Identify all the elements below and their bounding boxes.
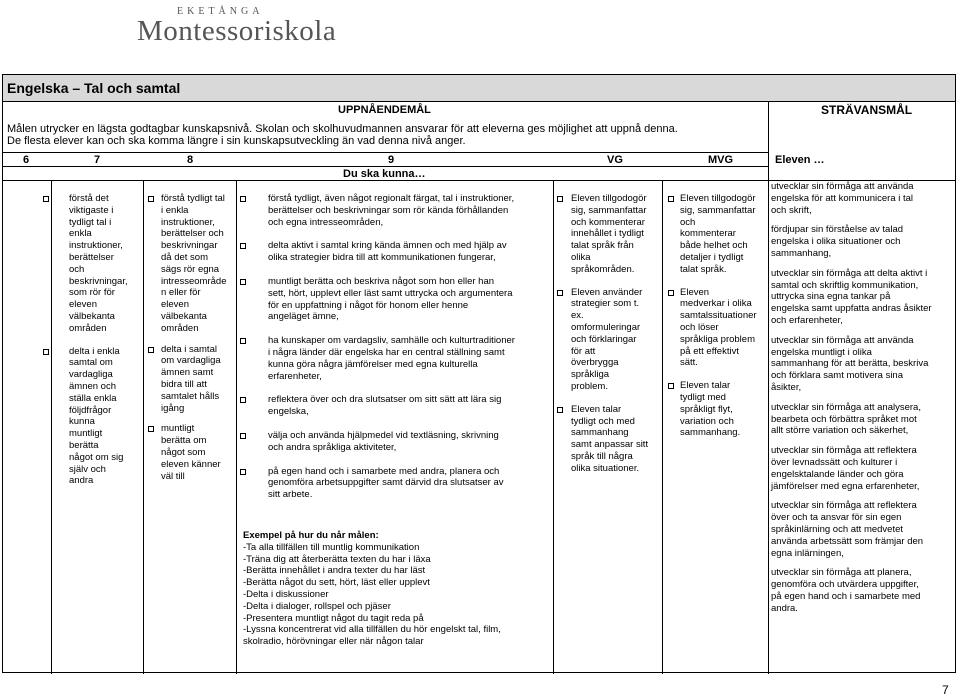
checkbox-icon (557, 196, 563, 202)
checkbox-icon (668, 290, 674, 296)
example-line: -Berätta något du sett, hört, läst eller upplevt (243, 577, 430, 589)
stravans-line: utvecklar sin förmåga att delta aktivt i (771, 267, 928, 279)
stravans-line: uttrycka sina egna tankar på (771, 291, 891, 303)
criterion-line: ex. (571, 310, 584, 322)
criterion-line: något om sig (69, 451, 124, 463)
criterion-line: beskrivningar, (69, 275, 128, 287)
criterion-line: ha kunskaper om vardagsliv, samhälle och kulturtraditioner (268, 335, 515, 347)
criterion-line: berätta om (161, 435, 207, 447)
criterion-item (242, 193, 552, 228)
criterion-line: olika strategier bidra till att kommunikationen fungerar, (268, 252, 496, 264)
criterion-line: på egen hand och i samarbete med andra, planera och (268, 465, 500, 477)
criterion-line: i enkla (161, 204, 189, 216)
criterion-line: variation och (680, 415, 734, 427)
criterion-item (242, 430, 552, 454)
criterion-line: både helhet och (680, 240, 748, 252)
stravans-line: använda arbetssätt som främjar den (771, 535, 924, 547)
uppnaende-heading: UPPNÅENDEMÅL (338, 104, 431, 116)
criterion-item (668, 287, 768, 370)
stravans-line: över levnadssätt och kulturer i (771, 456, 898, 468)
divider (768, 102, 769, 674)
example-line: -Träna dig att återberätta texten du har i läxa (243, 553, 431, 565)
intro-line-2: De flesta elever kan och ska komma längre i sin kunskapsutveckling än vad denna nivå anger. (7, 135, 466, 147)
criterion-line: samt anpassar sitt (571, 439, 649, 451)
stravans-line: och skrift, (771, 204, 812, 216)
criterion-line: förstå tydligt tal (161, 193, 225, 204)
criterion-line: omformuleringar (571, 321, 641, 333)
stravans-line: egna inlärningen, (771, 547, 844, 559)
criterion-line: delta aktivt i samtal kring kända ämnen och med hjälp av (268, 240, 507, 252)
logo-small-text: EKETÅNGA (177, 6, 264, 17)
grade-6-column (57, 193, 143, 498)
criterion-line: sig, sammanfattar (680, 204, 756, 216)
criterion-line: språkområden. (571, 263, 635, 275)
checkbox-icon (148, 196, 154, 202)
criterion-line: samtal om (69, 357, 113, 369)
page-title: Engelska – Tal och samtal (7, 80, 181, 96)
criterion-line: medverkar i olika (680, 298, 752, 310)
stravans-line: sammanhang för att berätta, beskriva (771, 358, 929, 370)
checkbox-icon (557, 290, 563, 296)
stravans-line: fördjupar sin förståelse av talad (771, 224, 904, 236)
stravans-item (771, 402, 955, 437)
criterion-item (149, 344, 241, 415)
criterion-item (149, 193, 241, 335)
criterion-line: genomföra arbetsuppgifter samt därvid dra slutsatser av (268, 477, 504, 489)
stravans-line: engelska för att kommunicera i tal (771, 192, 914, 204)
logo-big-text: Montessoriskola (137, 15, 337, 47)
stravans-line: över och ta ansvar för sin egen (771, 512, 902, 524)
criterion-line: innehållet i tydligt (571, 228, 644, 240)
criterion-line: och förklaringar (571, 333, 637, 345)
curriculum-table (2, 74, 956, 673)
criterion-line: sitt arbete. (268, 489, 313, 501)
criterion-line: talat språk från (571, 240, 634, 252)
example-section (243, 530, 563, 648)
checkbox-icon (240, 279, 246, 285)
stravans-line: utvecklar sin förmåga att använda (771, 181, 914, 192)
example-line: skolradio, hörövningar eller när någon talar (243, 636, 424, 648)
stravans-line: utvecklar sin förmåga att använda (771, 334, 914, 346)
title-bar (3, 75, 955, 102)
criterion-line: bidra till att (161, 378, 207, 390)
criterion-line: erfarenheter, (268, 370, 322, 382)
criterion-item (668, 380, 768, 439)
stravans-line: utvecklar sin förmåga att reflektera (771, 445, 917, 457)
stravans-item (771, 268, 955, 327)
grade-mvg: MVG (708, 154, 734, 166)
criterion-line: problem. (571, 380, 608, 392)
stravans-line: språkinlärning och att medvetet (771, 523, 904, 535)
mvg-column (668, 193, 768, 450)
criterion-line: talat språk. (680, 263, 727, 275)
criterion-line: och andra språkliga aktiviteter, (268, 441, 397, 453)
criterion-line: något som (161, 446, 206, 458)
example-line: -Ta alla tillfällen till muntlig kommunikation (243, 541, 420, 553)
criterion-line: tydligt med (680, 391, 726, 403)
stravans-line: sammanhang, (771, 247, 832, 259)
stravans-line: jämförelser med egna erfarenheter, (771, 480, 920, 492)
divider (51, 180, 52, 674)
criterion-line: eleven (161, 299, 189, 311)
checkbox-icon (240, 433, 246, 439)
criterion-item (242, 394, 552, 418)
criterion-line: och (680, 216, 696, 228)
stravans-line: utvecklar sin förmåga att reflektera (771, 500, 917, 512)
criterion-item (242, 466, 552, 501)
criterion-line: och egna intresseområden, (268, 216, 384, 228)
criterion-line: sägs rör egna (161, 263, 220, 275)
example-line: -Delta i dialoger, rollspel och pjäser (243, 600, 391, 612)
checkbox-icon (43, 349, 49, 355)
criterion-line: språkliga (571, 369, 610, 381)
criterion-line: om vardagliga (161, 355, 221, 367)
criterion-line: Eleven (680, 286, 710, 298)
grade-8: 8 (187, 154, 194, 166)
stravans-line: genomföra och utvärdera uppgifter, (771, 579, 919, 591)
criterion-line: angeläget ämne, (268, 311, 339, 323)
rule (3, 166, 768, 167)
criterion-line: tydligt tal i (69, 216, 112, 228)
criterion-line: Eleven använder (571, 286, 643, 298)
checkbox-icon (240, 196, 246, 202)
criterion-item (57, 346, 143, 488)
stravans-item (771, 335, 955, 394)
criterion-line: ämnen och (69, 380, 117, 392)
criterion-line: väl till (161, 470, 185, 482)
criterion-line: själv och (69, 463, 106, 475)
criterion-line: olika situationer. (571, 462, 640, 474)
criterion-line: eleven känner (161, 458, 221, 470)
criterion-item (242, 240, 552, 264)
school-logo (137, 6, 377, 50)
criterion-line: engelska, (268, 406, 309, 418)
criterion-line: olika (571, 251, 591, 263)
stravans-item (771, 445, 955, 492)
criterion-line: viktigaste i (69, 204, 114, 216)
criterion-line: ställa enkla (69, 392, 117, 404)
stravans-column (771, 181, 955, 623)
criterion-line: välbekanta (161, 310, 207, 322)
vg-column (559, 193, 661, 486)
stravans-line: samtal och skriftlig kommunikation, (771, 279, 919, 291)
criterion-line: som rör för (69, 287, 115, 299)
example-line: -Lyssna koncentrerat vid alla tillfällen du hör engelskt tal, film, (243, 624, 501, 636)
intro-line-1: Målen utrycker en lägsta godtagbar kunskapsnivå. Skolan och skolhuvudmannen ansvarar för att eleverna ges möjlighet att uppnå denna. (7, 123, 678, 135)
criterion-line: och kommenterar (571, 216, 645, 228)
stravans-line: utvecklar sin förmåga att analysera, (771, 401, 921, 413)
criterion-line: kommenterar (680, 228, 736, 240)
criterion-line: sätt. (680, 357, 698, 369)
criterion-line: och löser (680, 321, 719, 333)
criterion-line: och (69, 263, 85, 275)
stravans-line: engelska muntligt i olika (771, 346, 872, 358)
grade-9: 9 (388, 154, 395, 166)
criterion-line: på ett effektivt (680, 345, 739, 357)
stravans-line: engelsktalande länder och göra (771, 468, 904, 480)
criterion-line: förstå tydligt, även något regionalt färgat, tal i instruktioner, (268, 193, 515, 204)
criterion-item (242, 276, 552, 323)
grade-6: 6 (23, 154, 30, 166)
criterion-line: samtalet hålls (161, 390, 220, 402)
criterion-item (559, 287, 661, 393)
checkbox-icon (148, 426, 154, 432)
checkbox-icon (240, 397, 246, 403)
criterion-line: områden (161, 322, 199, 334)
grade-8-column (149, 193, 241, 491)
criterion-line: vardagliga (69, 369, 113, 381)
checkbox-icon (240, 243, 246, 249)
criterion-line: instruktioner, (161, 216, 215, 228)
checkbox-icon (240, 469, 246, 475)
criterion-line: språk till några (571, 450, 633, 462)
rule (3, 152, 768, 153)
checkbox-icon (148, 347, 154, 353)
criterion-line: sammanhang. (680, 427, 741, 439)
criterion-line: detaljer i tydligt (680, 251, 744, 263)
stravans-line: och erfarenheter, (771, 314, 843, 326)
criterion-line: berättelser och (161, 228, 224, 240)
criterion-line: muntligt berätta och beskriva något som hon eller han (268, 275, 495, 287)
criterion-line: språkligt flyt, (680, 403, 733, 415)
criterion-item (149, 423, 241, 482)
divider (662, 180, 663, 674)
criterion-line: ämnen samt (161, 367, 214, 379)
stravans-line: bearbeta och förbättra språket mot (771, 413, 917, 425)
stravans-line: utvecklar sin förmåga att planera, (771, 567, 912, 579)
criterion-line: Eleven tillgodogör (571, 193, 647, 204)
criterion-line: Eleven talar (680, 380, 731, 392)
stravans-heading: STRÄVANSMÅL (821, 103, 913, 117)
stravans-line: allt större variation och säkerhet, (771, 425, 909, 437)
criterion-item (57, 193, 143, 335)
criterion-line: muntligt (69, 428, 103, 440)
du-ska-kunna: Du ska kunna… (343, 168, 426, 180)
example-line: -Delta i diskussioner (243, 588, 329, 600)
criterion-item (559, 404, 661, 475)
stravans-item (771, 181, 955, 216)
checkbox-icon (668, 383, 674, 389)
criterion-line: överbrygga (571, 357, 619, 369)
stravans-line: engelska i olika situationer och (771, 236, 901, 248)
stravans-item (771, 224, 955, 259)
criterion-line: beskrivningar (161, 240, 218, 252)
criterion-line: Eleven tillgodogör (680, 193, 756, 204)
criterion-line: n eller för (161, 287, 201, 299)
criterion-line: berättelser och beskrivningar som rör kända förhållanden (268, 204, 509, 216)
checkbox-icon (240, 338, 246, 344)
criterion-line: sett, hört, upplevt eller läst samt uttrycka och argumentera (268, 287, 513, 299)
criterion-line: välbekanta (69, 310, 115, 322)
criterion-line: kunna göra några jämförelser med egna kulturella (268, 358, 478, 370)
criterion-item (668, 193, 768, 276)
criterion-line: instruktioner, (69, 240, 123, 252)
stravans-line: och förklara samt motivera sina (771, 370, 903, 382)
criterion-line: språkliga problem (680, 333, 755, 345)
criterion-line: reflektera över och dra slutsatser om sitt sätt att lära sig (268, 394, 502, 406)
criterion-line: kunna (69, 416, 95, 428)
criterion-line: berätta (69, 439, 99, 451)
criterion-line: igång (161, 402, 185, 414)
stravans-line: engelska samt uppfatta andras åsikter (771, 303, 932, 315)
criterion-line: välja och använda hjälpmedel vid textläsning, skrivning (268, 429, 499, 441)
criterion-line: i några länder där engelska har en central ställning samt (268, 346, 505, 358)
criterion-line: Eleven talar (571, 403, 622, 415)
criterion-line: delta i samtal (161, 343, 217, 355)
criterion-line: tydligt och med (571, 415, 635, 427)
criterion-line: förstå det (69, 193, 109, 204)
page-number: 7 (942, 683, 949, 697)
example-line: -Presentera muntligt något du tagit reda på (243, 612, 424, 624)
criterion-line: eleven (69, 299, 97, 311)
criterion-item (559, 193, 661, 276)
criterion-line: följdfrågor (69, 404, 112, 416)
grade-eleven: Eleven … (775, 154, 825, 166)
grade-9-column (242, 193, 552, 513)
stravans-line: andra. (771, 602, 798, 614)
criterion-line: berättelser (69, 251, 114, 263)
criterion-line: strategier som t. (571, 298, 640, 310)
criterion-line: andra (69, 475, 94, 487)
example-line: -Berätta innehållet i andra texter du har läst (243, 565, 426, 577)
criterion-line: då det som (161, 251, 208, 263)
grade-7: 7 (94, 154, 101, 166)
grade-vg: VG (607, 154, 623, 166)
criterion-line: områden (69, 322, 107, 334)
criterion-item (242, 335, 552, 382)
criterion-line: enkla (69, 228, 92, 240)
criterion-line: för att (571, 345, 596, 357)
checkbox-icon (668, 196, 674, 202)
divider (143, 180, 144, 674)
criterion-line: sig, sammanfattar (571, 204, 647, 216)
stravans-line: åsikter, (771, 381, 802, 393)
criterion-line: intresseområde (161, 275, 227, 287)
stravans-item (771, 567, 955, 614)
checkbox-icon (43, 196, 49, 202)
criterion-line: samtalssituationer (680, 310, 757, 322)
example-heading: Exempel på hur du når målen: (243, 530, 379, 541)
criterion-line: muntligt (161, 423, 195, 435)
stravans-line: på egen hand och i samarbete med (771, 590, 921, 602)
criterion-line: delta i enkla (69, 345, 120, 357)
criterion-line: sammanhang (571, 427, 629, 439)
checkbox-icon (557, 407, 563, 413)
stravans-item (771, 500, 955, 559)
criterion-line: för en uppfattning i något för honom eller henne (268, 299, 469, 311)
